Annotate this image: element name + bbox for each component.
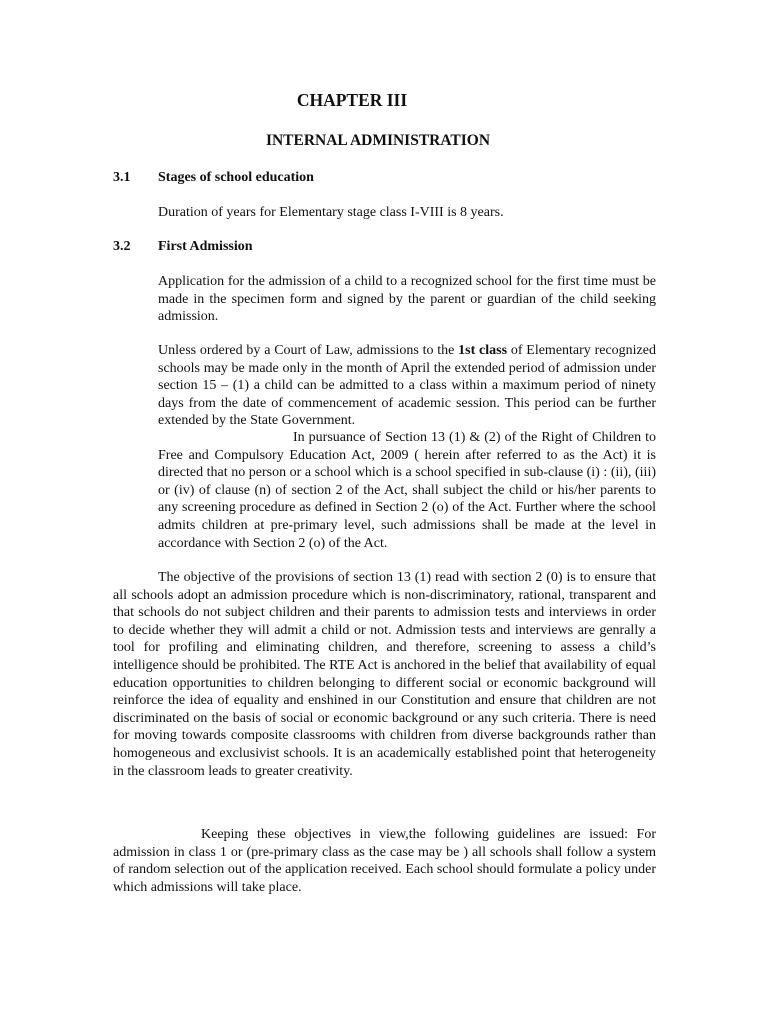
chapter-subtitle: INTERNAL ADMINISTRATION — [265, 132, 491, 149]
section-paragraph: Duration of years for Elementary stage class I-VIII is 8 years. — [158, 205, 504, 220]
section-paragraph: Application for the admission of a child to a recognized school for the first time must be made in the specimen form and signed by the parent or guardian of the child seeking admission. — [158, 274, 656, 325]
first-class-emphasis: 1st class — [458, 343, 508, 358]
objective-paragraph: The objective of the provisions of section 13 (1) read with section 2 (0) is to ensure that all schools adopt an admission procedure which is non-discriminatory, rational, transparent and that schools do not subject children and their parents to admission tests and interviews in order to decide whether they will admit a child or not. Admission tests and interviews are genrally a tool for profiling and eliminating children, and therefore, screening to assess a child’s intelligence should be prohibited. The RTE Act is anchored in the belief that availability of equal education opportunities to children belonging to different social or economic background will reinforce the idea of equality and enshined in our Constitution and ensure that children are not discriminated on the basis of social or economic background or any such criteria. There is need for moving towards composite classrooms with children from diverse backgrounds rather than homogeneous and exclusivist schools. It is an academically established point that heterogeneity in the classroom leads to greater creativity. — [113, 570, 656, 779]
section-heading: Stages of school education — [158, 170, 314, 185]
section-number: 3.2 — [113, 239, 131, 254]
admission-text-after: of Elementary recognized schools may be made only in the month of April the extended period of admission under section 15 – (1) a child can be admitted to a class within a maximum period of ninety days from the date of commencement of academic session. This period can be further extended by the State Government. — [158, 343, 656, 429]
rte-paragraph: In pursuance of Section 13 (1) & (2) of the Right of Children to Free and Compulsory Education Act, 2009 ( herein after referred to as the Act) it is directed that no person or a school which is a school specified in sub-clause (i) : (ii), (iii) or (iv) of clause (n) of section 2 of the Act, shall subject the child or his/her parents to any screening procedure as defined in Section 2 (o) of the Act. Further where the school admits children at pre-primary level, such admissions shall be made at the level in accordance with Section 2 (o) of the Act. — [158, 430, 656, 551]
chapter-title: CHAPTER III — [296, 90, 408, 110]
section-number: 3.1 — [113, 170, 131, 185]
admission-paragraph — [158, 342, 656, 430]
guidelines-paragraph: Keeping these objectives in view,the following guidelines are issued: For admission in class 1 or (pre-primary class as the case may be ) all schools shall follow a system of random selection out of the application received. Each school should formulate a policy under which admissions will take place. — [113, 827, 656, 895]
admission-text-before: Unless ordered by a Court of Law, admissions to the — [158, 343, 459, 358]
section-heading: First Admission — [158, 239, 253, 254]
